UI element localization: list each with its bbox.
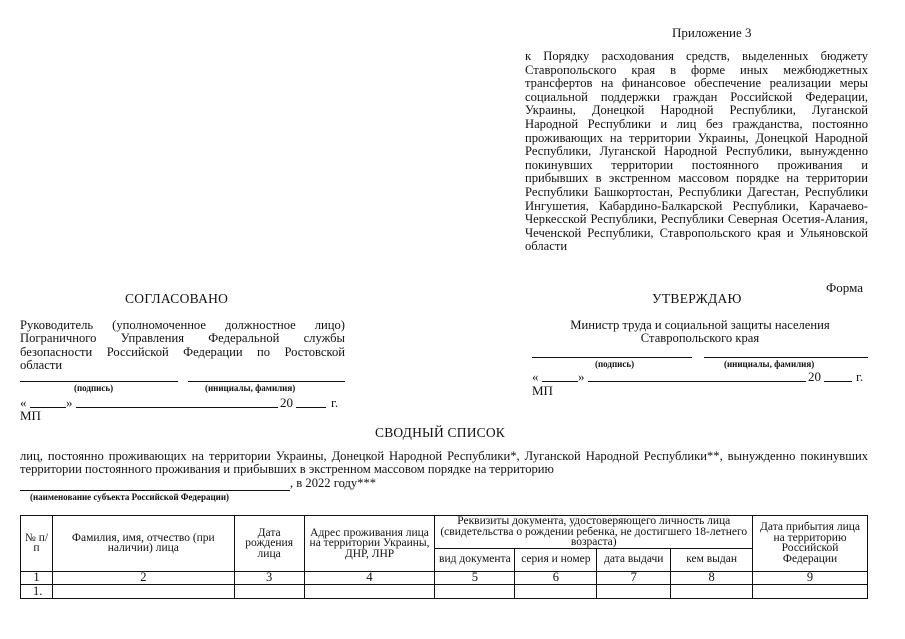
header-birth-date: Дата рождения лица — [234, 516, 304, 572]
column-number: 2 — [52, 571, 234, 584]
agreed-name-line — [188, 381, 345, 382]
agreed-signature-caption: (подпись) — [74, 383, 114, 393]
list-title: СВОДНЫЙ СПИСОК — [375, 425, 506, 440]
cell-document-type — [435, 584, 515, 598]
subject-caption: (наименование субъекта Российской Федерации) — [30, 492, 230, 502]
cell-document-issuer — [671, 584, 753, 598]
cell-document-date — [597, 584, 671, 598]
column-number: 8 — [671, 571, 753, 584]
approved-signature-caption: (подпись) — [595, 359, 635, 369]
header-num: № п/п — [21, 516, 53, 572]
header-arrival-date: Дата прибытия лица на территорию Российской Федерации — [753, 516, 868, 572]
subject-line — [20, 490, 290, 491]
table-row — [21, 584, 868, 598]
column-number: 6 — [515, 571, 597, 584]
column-number: 5 — [435, 571, 515, 584]
agreed-text: Руководитель (уполномоченное должностное лицо) Пограничного Управления Федеральной службы безопасности Российской Федерации по Ростовской области — [20, 318, 345, 373]
column-number: 1 — [21, 571, 53, 584]
cell-document-series — [515, 584, 597, 598]
list-intro-end: , в 2022 году*** — [290, 476, 377, 490]
appendix-title: Приложение 3 — [672, 25, 752, 40]
column-number: 7 — [597, 571, 671, 584]
agreed-date-open: « — [20, 395, 27, 410]
approved-name-line — [704, 357, 868, 358]
agreed-year-line — [296, 407, 326, 408]
agreed-signature-line — [20, 381, 178, 382]
approved-date-close: » — [578, 369, 585, 384]
approved-seal: МП — [532, 383, 553, 398]
agreed-date-close: » — [66, 395, 73, 410]
column-number: 4 — [304, 571, 435, 584]
header-name: Фамилия, имя, отчество (при наличии) лица — [52, 516, 234, 572]
agreed-seal: МП — [20, 408, 41, 423]
agreed-name-caption: (инициалы, фамилия) — [205, 383, 296, 393]
agreed-title: СОГЛАСОВАНО — [125, 291, 229, 306]
appendix-text: к Порядку расходования средств, выделенных бюджету Ставропольского края в форме иных межбюджетных трансфертов на финансовое обеспечение реализации меры социальной поддержки граждан Российской Федерации, Украины, Донецкой Народной Республики, Луганской Народной Республики и лиц без гражданства, постоянно проживающих на территории Украины, Донецкой Народной Республики, Луганской Народной Республики, вынужденно покинувших территории постоянного проживания и прибывших в экстренном массовом порядке на территории Республики Башкортостан, Республики Дагестан, Республики Ингушетия, Кабардино-Балкарской Республики, Карачаево-Черкесской Республики, Республики Северная Осетия-Алания, Чеченской Республики, Ставропольского края и Ульяновской области — [525, 49, 868, 254]
column-number: 9 — [753, 571, 868, 584]
form-label: Форма — [826, 280, 863, 295]
approved-signature-line — [532, 357, 692, 358]
approved-year-line — [824, 381, 852, 382]
approved-year-suffix: г. — [856, 369, 864, 384]
approved-date-open: « — [532, 369, 539, 384]
row-number: 1. — [21, 584, 53, 598]
approved-name-caption: (инициалы, фамилия) — [724, 359, 815, 369]
header-document-series: серия и номер — [515, 548, 597, 571]
agreed-year-suffix: г. — [331, 395, 339, 410]
header-document-group: Реквизиты документа, удостоверяющего личность лица (свидетельства о рождении ребенка, не достигшего 18-летнего возраста) — [435, 516, 753, 549]
approved-month-line — [588, 381, 806, 382]
header-address: Адрес проживания лица на территории Украины, ДНР, ЛНР — [304, 516, 435, 572]
header-document-type: вид документа — [435, 548, 515, 571]
cell-name — [52, 584, 234, 598]
list-intro: лиц, постоянно проживающих на территории Украины, Донецкой Народной Республики*, Луганской Народной Республики**, вынужденно покинувших территории постоянного проживания и прибывших в экстренном массовом порядке на территорию — [20, 449, 868, 476]
cell-birth-date — [234, 584, 304, 598]
column-number: 3 — [234, 571, 304, 584]
header-document-date: дата выдачи — [597, 548, 671, 571]
approved-text: Министр труда и социальной защиты населения Ставропольского края — [570, 318, 830, 346]
approved-day-line — [542, 381, 578, 382]
header-document-issuer: кем выдан — [671, 548, 753, 571]
cell-address — [304, 584, 435, 598]
approved-title: УТВЕРЖДАЮ — [652, 291, 742, 306]
summary-table — [20, 515, 868, 599]
agreed-month-line — [76, 407, 278, 408]
agreed-year-prefix: 20 — [280, 395, 293, 410]
approved-year-prefix: 20 — [808, 369, 821, 384]
cell-arrival-date — [753, 584, 868, 598]
